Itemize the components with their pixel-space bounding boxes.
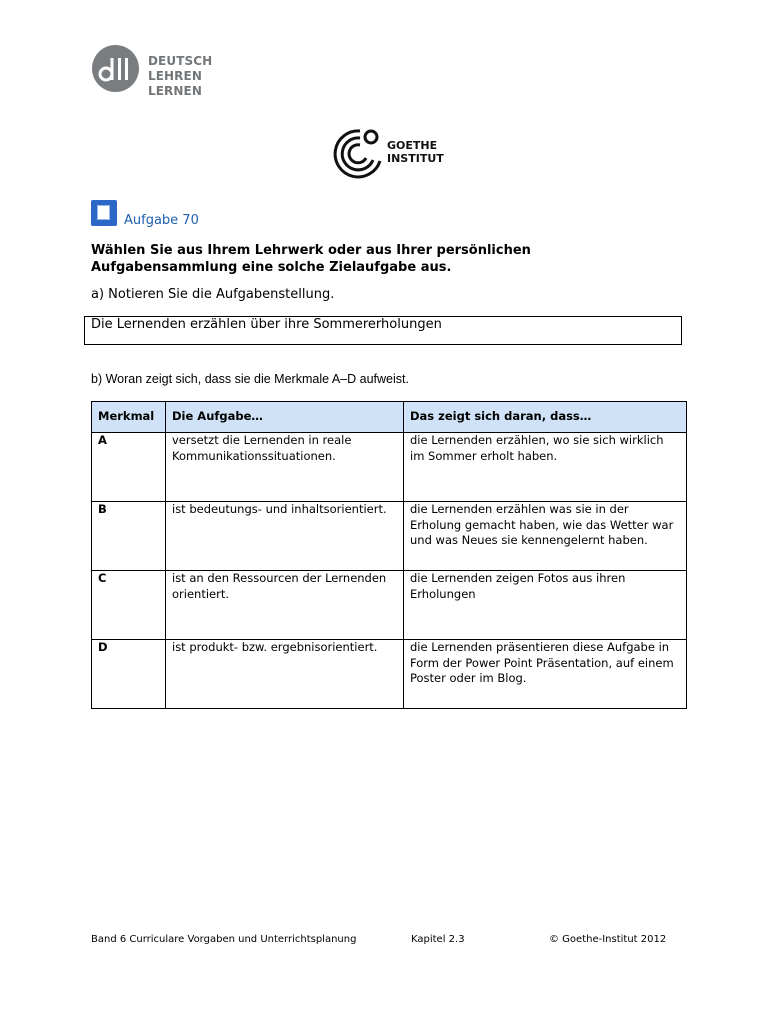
row-zeigt: die Lernenden erzählen was sie in der Erholung gemacht haben, wie das Wetter war und was Neues sie kennengelernt haben.	[404, 502, 687, 571]
goethe-logo-mark	[330, 127, 386, 179]
table-row	[92, 433, 687, 502]
table-row	[92, 571, 687, 640]
part-b-prompt: b) Woran zeigt sich, dass sie die Merkmale A–D aufweist.	[91, 372, 409, 386]
task-title: Aufgabe 70	[124, 213, 199, 228]
instruction-line-1: Wählen Sie aus Ihrem Lehrwerk oder aus Ihrer persönlichen	[91, 243, 531, 258]
part-a-prompt: a) Notieren Sie die Aufgabenstellung.	[91, 287, 335, 302]
row-zeigt: die Lernenden präsentieren diese Aufgabe in Form der Power Point Präsentation, auf einem Poster oder im Blog.	[404, 640, 687, 709]
row-zeigt: die Lernenden erzählen, wo sie sich wirklich im Sommer erholt haben.	[404, 433, 687, 502]
dll-logo-line-1: DEUTSCH	[148, 54, 213, 68]
table-header-row	[92, 402, 687, 433]
goethe-institut-logo	[330, 127, 450, 179]
row-zeigt: die Lernenden zeigen Fotos aus ihren Erholungen	[404, 571, 687, 640]
row-aufgabe: ist bedeutungs- und inhaltsorientiert.	[166, 502, 404, 571]
dll-logo-text	[148, 54, 252, 99]
goethe-logo-line-2: INSTITUT	[387, 152, 444, 165]
instruction-line-2: Aufgabensammlung eine solche Zielaufgabe aus.	[91, 260, 452, 275]
row-mark: C	[92, 571, 166, 640]
goethe-logo-line-1: GOETHE	[387, 139, 438, 152]
task-instruction	[91, 242, 651, 276]
table-row	[92, 640, 687, 709]
row-mark: B	[92, 502, 166, 571]
row-aufgabe: ist an den Ressourcen der Lernenden orientiert.	[166, 571, 404, 640]
goethe-logo-text	[387, 139, 444, 165]
row-mark: D	[92, 640, 166, 709]
row-aufgabe: versetzt die Lernenden in reale Kommunikationssituationen.	[166, 433, 404, 502]
header-aufgabe: Die Aufgabe…	[166, 402, 404, 433]
footer-copyright: © Goethe-Institut 2012	[549, 934, 667, 945]
dll-logo-line-2: LEHREN LERNEN	[148, 69, 202, 98]
task-icon-page	[97, 205, 110, 220]
footer-chapter: Kapitel 2.3	[411, 934, 465, 945]
answer-box	[84, 316, 682, 345]
task-icon	[91, 200, 117, 226]
row-aufgabe: ist produkt- bzw. ergebnisorientiert.	[166, 640, 404, 709]
row-mark: A	[92, 433, 166, 502]
header-merkmal: Merkmal	[92, 402, 166, 433]
table-row	[92, 502, 687, 571]
criteria-table	[91, 401, 687, 709]
dll-logo	[92, 45, 252, 98]
dll-logo-mark	[92, 45, 139, 92]
answer-text: Die Lernenden erzählen über ihre Sommererholungen	[91, 317, 442, 332]
footer-volume: Band 6 Curriculare Vorgaben und Unterrichtsplanung	[91, 934, 357, 945]
header-zeigt: Das zeigt sich daran, dass…	[404, 402, 687, 433]
